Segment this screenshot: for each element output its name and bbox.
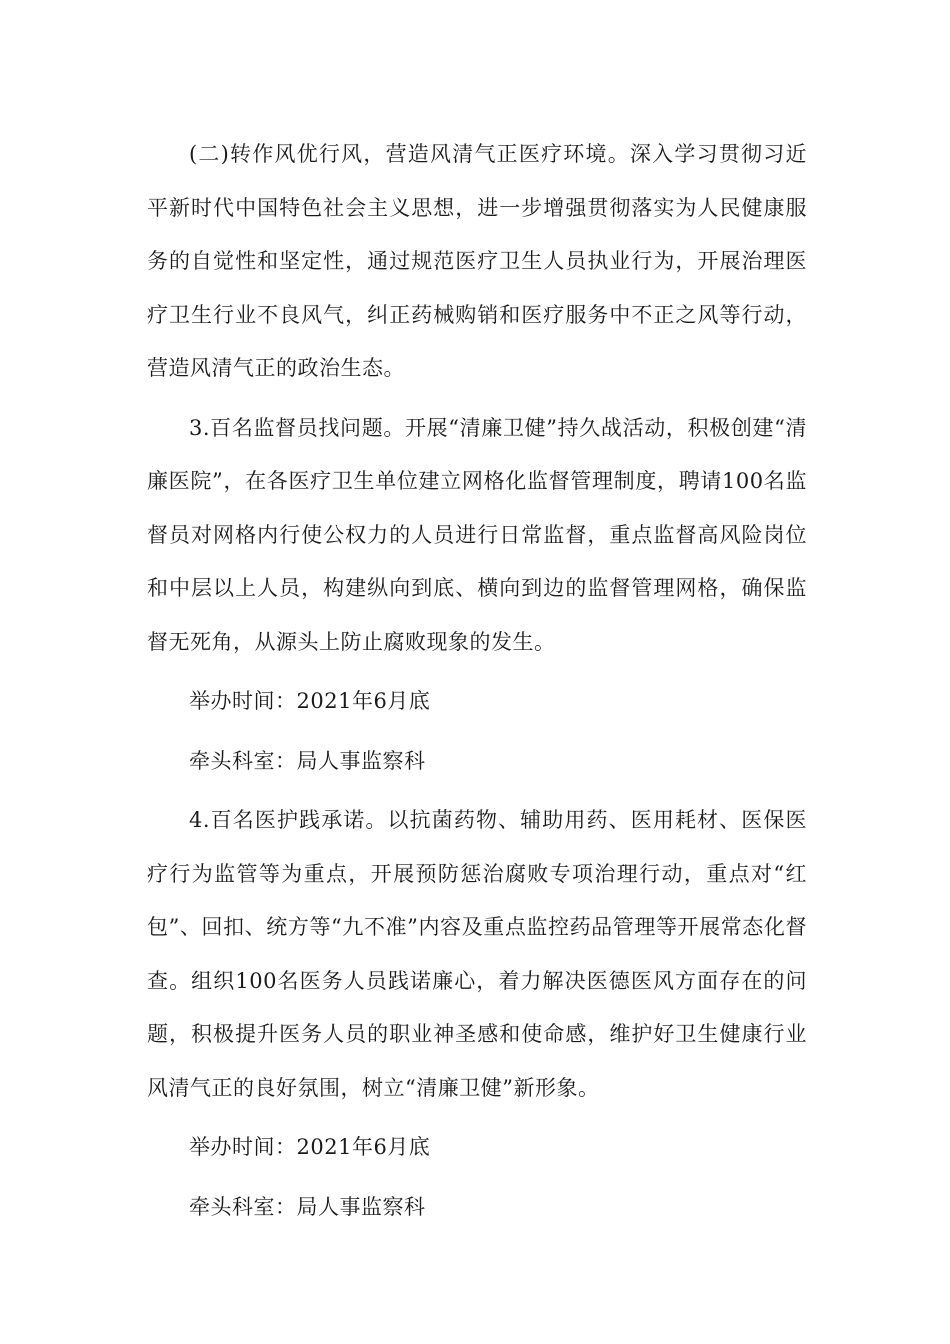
document-body — [147, 128, 807, 1234]
item-3-time: 举办时间：2021年6月底 — [189, 689, 431, 713]
item-4-time: 举办时间：2021年6月底 — [189, 1135, 431, 1159]
item-3-department: 牵头科室：局人事监察科 — [189, 748, 426, 773]
item-3-paragraph: 3.百名监督员找问题。开展“清廉卫健”持久战活动，积极创建“清廉医院”，在各医疗卫生单位建立网格化监督管理制度，聘请100名监督员对网格内行使公权力的人员进行日常监督，重点监督高风险岗位和中层以上人员，构建纵向到底、横向到边的监督管理网格，确保监督无死角，从源头上防止腐败现象的发生。 — [147, 415, 807, 654]
item-4-paragraph: 4.百名医护践承诺。以抗菌药物、辅助用药、医用耗材、医保医疗行为监管等为重点，开展预防惩治腐败专项治理行动，重点对“红包”、回扣、统方等“九不准”内容及重点监控药品管理等开展常态化督查。组织100名医务人员践诺廉心，着力解决医德医风方面存在的问题，积极提升医务人员的职业神圣感和使命感，维护好卫生健康行业风清气正的良好氛围，树立“清廉卫健”新形象。 — [147, 808, 807, 1100]
item-4-department: 牵头科室：局人事监察科 — [189, 1194, 426, 1219]
section-2-paragraph: (二)转作风优行风，营造风清气正医疗环境。深入学习贯彻习近平新时代中国特色社会主义思想，进一步增强贯彻落实为人民健康服务的自觉性和坚定性，通过规范医疗卫生人员执业行为，开展治理医疗卫生行业不良风气，纠正药械购销和医疗服务中不正之风等行动，营造风清气正的政治生态。 — [147, 142, 807, 380]
